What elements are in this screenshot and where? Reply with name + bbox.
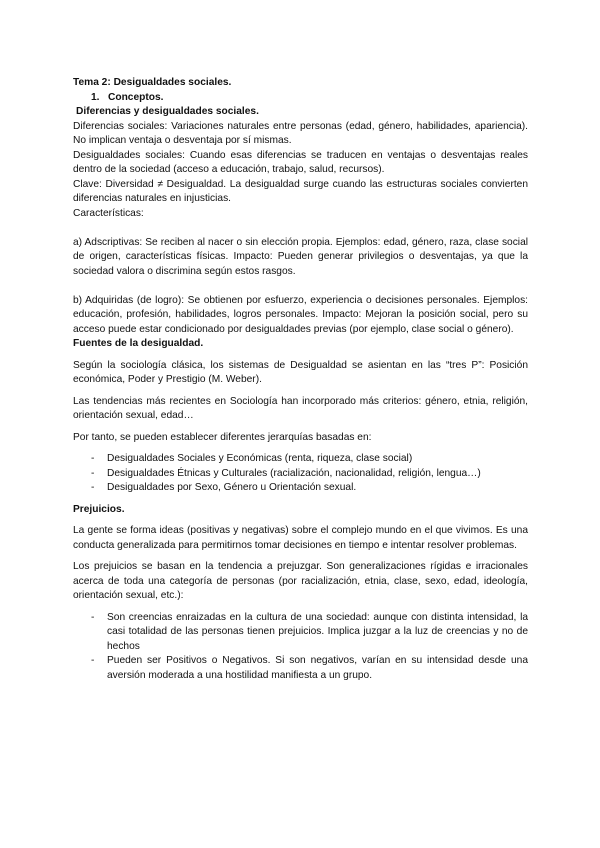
prejuicios-list	[73, 611, 528, 684]
paragraph-adquiridas: b) Adquiridas (de logro): Se obtienen por esfuerzo, experiencia o decisiones personales. Ejemplos: educación, profesión, habilidades, logros personales. Impacto: Mejoran la posición social, pero su acceso puede estar condicionado por desigualdades previas (por ejemplo, clase social o género).	[73, 294, 528, 335]
caracteristicas-label: Características:	[73, 207, 144, 219]
section-heading-diferencias: Diferencias y desigualdades sociales.	[76, 106, 259, 117]
list-item-text: Pueden ser Positivos o Negativos. Si son negativos, varían en su intensidad desde una aversión moderada a una hostilidad manifiesta a un grupo.	[107, 655, 528, 681]
paragraph-fuentes-1: Según la sociología clásica, los sistemas de Desigualdad se asientan en las “tres P”: Posición económica, Poder y Prestigio (M. Weber).	[73, 359, 528, 385]
subtitle-text: Conceptos.	[108, 91, 164, 103]
list-item	[73, 611, 528, 655]
list-item	[73, 452, 528, 467]
list-item	[73, 481, 528, 496]
subtitle	[73, 91, 528, 106]
paragraph-prejuicios-1: La gente se forma ideas (positivas y negativas) sobre el complejo mundo en el que vivimos. Es una conducta generalizada para permitirnos tomar decisiones en tiempo e intentar resolver problemas.	[73, 525, 528, 551]
jerarquias-list	[73, 452, 528, 496]
list-item	[73, 467, 528, 482]
doc-title: Tema 2: Desigualdades sociales.	[73, 77, 232, 88]
paragraph-desigualdades: Desigualdades sociales: Cuando esas diferencias se traducen en ventajas o desventajas reales dentro de la sociedad (acceso a educación, trabajo, salud, recursos).	[73, 149, 528, 175]
list-item	[73, 654, 528, 683]
paragraph-adscriptivas: a) Adscriptivas: Se reciben al nacer o sin elección propia. Ejemplos: edad, género, raza, clase social de origen, características físicas. Impacto: Pueden generar privilegios o desventajas, ya que la sociedad valora o discrimina según estos rasgos.	[73, 236, 528, 277]
subtitle-number: 1.	[91, 91, 100, 103]
list-dash: -	[91, 453, 95, 464]
section-heading-prejuicios: Prejuicios.	[73, 503, 125, 515]
list-dash: -	[91, 611, 95, 623]
list-dash: -	[91, 467, 95, 479]
list-item-text: Desigualdades Étnicas y Culturales (racialización, nacionalidad, religión, lengua…)	[107, 467, 481, 479]
list-item-text: Desigualdades por Sexo, Género u Orientación sexual.	[107, 482, 357, 493]
paragraph-fuentes-3: Por tanto, se pueden establecer diferentes jerarquías basadas en:	[73, 431, 372, 443]
paragraph-clave: Clave: Diversidad ≠ Desigualdad. La desigualdad surge cuando las estructuras sociales convierten diferencias naturales en injusticias.	[73, 178, 528, 204]
paragraph-prejuicios-2: Los prejuicios se basan en la tendencia a prejuzgar. Son generalizaciones rígidas e irracionales acerca de toda una categoría de personas (por racialización, etnia, clase, sexo, edad, ideología, orientación sexual, etc.):	[73, 561, 528, 601]
list-dash: -	[91, 482, 95, 493]
list-dash: -	[91, 655, 95, 666]
section-heading-fuentes: Fuentes de la desigualdad.	[73, 338, 204, 349]
list-item-text: Desigualdades Sociales y Económicas (renta, riqueza, clase social)	[107, 453, 413, 464]
document-page	[73, 76, 528, 683]
paragraph-diferencias: Diferencias sociales: Variaciones naturales entre personas (edad, género, habilidades, apariencia). No implican ventaja o desventaja por sí mismas.	[73, 120, 528, 146]
paragraph-fuentes-2: Las tendencias más recientes en Sociología han incorporado más criterios: género, etnia, religión, orientación sexual, edad…	[73, 395, 528, 421]
list-item-text: Son creencias enraizadas en la cultura de una sociedad: aunque con distinta intensidad, la casi totalidad de las personas tienen prejuicios. Implica juzgar a la luz de creencias y no de hechos	[107, 611, 528, 652]
